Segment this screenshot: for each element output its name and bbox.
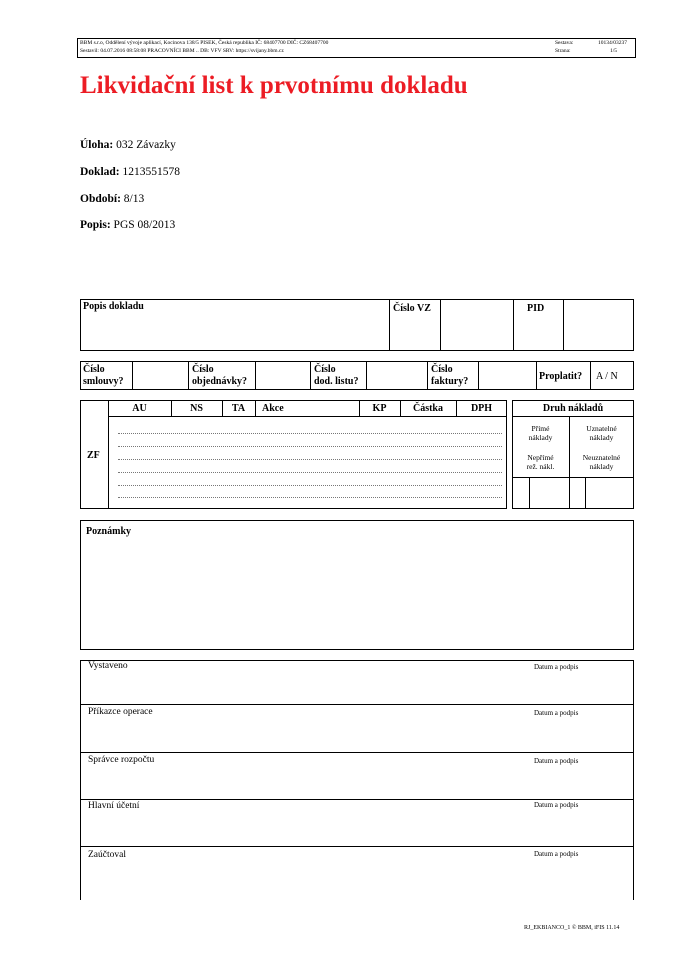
druh-nakladu-title: Druh nákladů [542,403,604,414]
cislo-dod-listu-line1: Číslo [314,364,336,375]
uznatelne-naklady-label [569,424,634,442]
neprime-naklady-label [512,453,569,471]
notes-box [80,520,634,650]
cislo-faktury-label [431,364,468,388]
divider [108,416,507,417]
page-title: Likvidační list k prvotnímu dokladu [80,72,468,99]
divider [529,477,530,509]
divider [536,361,537,390]
col-ns: NS [190,403,203,414]
popis-label: Popis: [80,219,111,231]
field-uloha [80,138,176,152]
col-castka: Částka [412,403,443,414]
field-popis [80,218,175,232]
uznatelne-line1: Uznatelné [586,424,617,433]
obdobi-value: 8/13 [123,193,145,205]
col-dph: DPH [470,403,493,414]
header-generated-line: Sestavil: 04.07.2016 08:58:08 PRACOVNÍCI BBM .. DB: VFV SRV: https://svijany.bbm.cz [80,48,284,54]
col-kp: KP [372,403,387,414]
uznatelne-line2: náklady [589,433,614,442]
divider [132,361,133,390]
divider [512,416,634,417]
doklad-value: 1213551578 [122,166,180,178]
cislo-vz-label: Číslo VZ [393,303,431,314]
field-doklad [80,165,180,179]
field-obdobi [80,192,144,206]
notes-label: Poznámky [86,526,131,537]
prime-naklady-label [512,424,569,442]
divider [80,846,634,847]
entry-line [118,485,502,486]
divider [585,477,586,509]
sig-vystaveno-label: Vystaveno [88,661,128,671]
divider [255,400,256,416]
divider [80,704,634,705]
header-strana-label: Strana: [555,48,571,54]
divider [440,299,441,351]
entry-line [118,433,502,434]
col-akce: Akce [262,403,284,414]
divider [255,361,256,390]
cislo-objednavky-label [192,364,247,388]
divider [80,799,634,800]
sig-spravce-label: Správce rozpočtu [88,755,155,765]
divider [389,299,390,351]
divider [188,361,189,390]
popis-value: PGS 08/2013 [113,219,176,231]
cislo-smlouvy-line1: Číslo [83,364,105,375]
cislo-dod-listu-line2: dod. listu? [314,376,359,387]
sig-hlavni-ucetni-label: Hlavní účetní [88,801,140,811]
sig-spravce-date: Datum a podpis [534,757,579,765]
header-strana-value: 1/5 [610,48,618,54]
cislo-smlouvy-label [83,364,124,388]
sig-vystaveno-date: Datum a podpis [534,663,579,671]
popis-dokladu-label: Popis dokladu [83,301,144,312]
proplatit-an: A / N [596,371,618,382]
page-footer: RJ_EKBIANCO_1 © BBM, iFIS 11.14 [524,925,620,931]
neprime-line2: rež. nákl. [526,462,555,471]
neuznatelne-line1: Neuznatelné [582,453,621,462]
cislo-smlouvy-line2: smlouvy? [83,376,124,387]
prime-line1: Přímé [531,424,550,433]
divider [512,477,634,478]
divider [366,361,367,390]
cislo-faktury-line1: Číslo [431,364,453,375]
prime-line2: náklady [528,433,553,442]
obdobi-label: Období: [80,193,121,205]
divider [478,361,479,390]
header-company-line: BBM s.r.o, Oddělení vývoje aplikací, Kocinova 138/5 PISEK, Česká republika IČ: 68407700 DIČ: CZ68407700 [80,40,329,46]
entry-line [118,472,502,473]
sig-zauctoval-label: Zaúčtoval [88,850,126,860]
sig-prikazce-date: Datum a podpis [534,709,579,717]
divider [563,299,564,351]
doc-description-box [80,299,634,351]
cislo-objednavky-line2: objednávky? [192,376,248,387]
divider [80,752,634,753]
neuznatelne-naklady-label [569,453,634,471]
proplatit-label: Proplatit? [539,371,583,382]
entry-line [118,459,502,460]
cislo-objednavky-line1: Číslo [192,364,214,375]
divider [590,361,591,390]
sig-zauctoval-date: Datum a podpis [534,850,579,858]
neprime-line1: Nepřímé [527,453,554,462]
entry-line [118,497,502,498]
cislo-faktury-line2: faktury? [431,376,469,387]
divider [310,361,311,390]
col-ta: TA [231,403,246,414]
sig-prikazce-label: Příkazce operace [88,707,153,717]
header-sestava-label: Sestava: [555,40,574,46]
col-au: AU [132,403,147,414]
cislo-dod-listu-label [314,364,358,388]
uloha-value: 032 Závazky [116,139,176,151]
divider [513,299,514,351]
signatures-block [80,660,634,900]
pid-label: PID [527,303,545,314]
doklad-label: Doklad: [80,166,120,178]
entry-line [118,446,502,447]
sig-hlavni-ucetni-date: Datum a podpis [534,801,579,809]
divider [427,361,428,390]
uloha-label: Úloha: [80,139,114,151]
neuznatelne-line2: náklady [589,462,614,471]
header-sestava-value: 10134/03237 [598,40,628,46]
zf-row-label: ZF [87,450,100,461]
